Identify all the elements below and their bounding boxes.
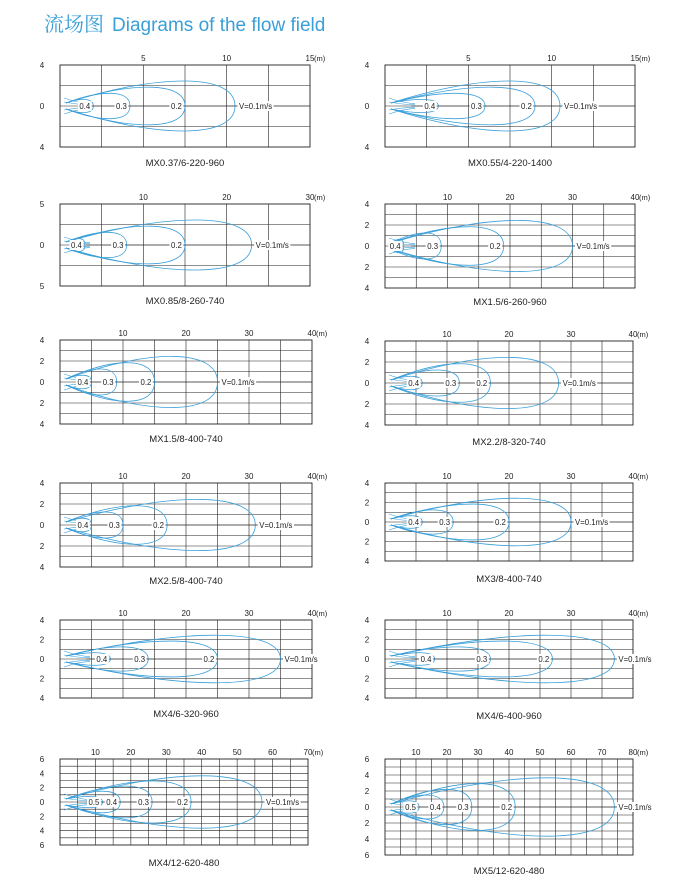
x-tick-label: 20 [505, 193, 515, 202]
velocity-label: V=0.1m/s [265, 798, 300, 807]
x-unit-label: (m) [316, 609, 328, 618]
flow-diagram [40, 609, 328, 720]
flow-diagram [365, 54, 651, 169]
y-tick-label: 6 [39, 755, 45, 764]
x-tick-label: 30 [161, 748, 171, 757]
velocity-label: V=0.1m/s [575, 518, 609, 527]
contour-label: 0.2 [177, 798, 188, 807]
y-tick-label: 4 [364, 284, 370, 293]
y-tick-label: 4 [364, 557, 370, 566]
x-tick-label: 15 [305, 54, 315, 63]
contour-label: 0.2 [153, 521, 164, 530]
y-tick-label: 2 [39, 542, 45, 551]
velocity-label: V=0.1m/s [562, 379, 596, 388]
contour-label: 0.4 [420, 655, 432, 664]
x-tick-label: 30 [305, 193, 315, 202]
contour-label: 0.2 [203, 655, 215, 664]
diagram-caption: MX5/12-620-480 [473, 866, 545, 877]
contour-label: 0.4 [96, 655, 108, 664]
y-tick-label: 2 [39, 500, 45, 509]
y-tick-label: 4 [39, 143, 45, 152]
diagram-caption: MX2.2/8-320-740 [472, 437, 546, 448]
x-unit-label: (m) [312, 748, 324, 757]
x-tick-label: 5 [466, 54, 471, 63]
velocity-label: V=0.1m/s [618, 655, 652, 664]
contour-label: 0.3 [457, 803, 469, 812]
x-tick-label: 40 [307, 472, 317, 481]
y-tick-label: 2 [364, 635, 370, 645]
x-tick-label: 10 [118, 329, 128, 338]
y-tick-label: 2 [39, 635, 45, 645]
y-tick-label: 0 [39, 241, 45, 250]
x-tick-label: 30 [566, 609, 576, 618]
x-tick-label: 30 [244, 609, 254, 618]
y-tick-label: 4 [39, 336, 45, 345]
velocity-label: V=0.1m/s [284, 655, 318, 664]
x-tick-label: 20 [504, 472, 514, 481]
contour-label: 0.2 [171, 102, 182, 111]
y-tick-label: 0 [364, 379, 370, 388]
contour-label: 0.4 [71, 241, 82, 250]
x-tick-label: 10 [138, 193, 148, 202]
contour-label: 0.2 [140, 378, 152, 387]
x-unit-label: (m) [639, 54, 651, 63]
velocity-label: V=0.1m/s [618, 803, 652, 812]
x-tick-label: 20 [504, 330, 514, 339]
contour-label: 0.3 [471, 102, 482, 111]
flow-diagram [365, 472, 649, 585]
contour-label: 0.3 [476, 655, 488, 664]
contour-label: 0.2 [489, 242, 501, 251]
y-tick-label: 4 [364, 61, 370, 70]
flow-diagram [365, 748, 653, 877]
contour-label: 0.5 [88, 798, 100, 807]
x-tick-label: 60 [268, 748, 278, 757]
x-unit-label: (m) [637, 472, 649, 481]
y-tick-label: 2 [39, 357, 45, 366]
flow-diagram [40, 329, 328, 445]
contour-label: 0.2 [521, 102, 532, 111]
contour-label: 0.4 [408, 518, 420, 527]
x-tick-label: 70 [597, 748, 607, 757]
y-tick-label: 2 [364, 400, 370, 409]
flow-diagram [40, 472, 328, 587]
contour-label: 0.4 [79, 102, 91, 111]
x-tick-label: 30 [244, 329, 254, 338]
x-tick-label: 20 [181, 609, 191, 618]
x-tick-label: 20 [222, 193, 232, 202]
diagram-caption: MX0.55/4-220-1400 [468, 158, 552, 169]
velocity-label: V=0.1m/s [576, 242, 610, 251]
y-tick-label: 6 [364, 755, 370, 764]
contour-label: 0.2 [171, 241, 182, 250]
y-tick-label: 4 [39, 826, 45, 836]
x-unit-label: (m) [637, 330, 649, 339]
y-tick-label: 0 [39, 798, 45, 807]
x-tick-label: 40 [504, 748, 514, 757]
contour-label: 0.3 [112, 241, 124, 250]
x-unit-label: (m) [316, 472, 328, 481]
y-tick-label: 4 [364, 421, 370, 430]
x-tick-label: 10 [443, 193, 452, 202]
diagram-caption: MX0.37/6-220-960 [145, 158, 225, 169]
contour-label: 0.3 [116, 102, 127, 111]
x-tick-label: 20 [181, 472, 191, 481]
x-tick-label: 40 [628, 330, 638, 339]
velocity-label: V=0.1m/s [259, 521, 293, 530]
contour-label: 0.3 [427, 242, 439, 251]
x-tick-label: 30 [473, 748, 483, 757]
contour-label: 0.2 [476, 379, 488, 388]
x-tick-label: 80 [628, 748, 638, 757]
x-tick-label: 10 [547, 54, 557, 63]
y-tick-label: 4 [364, 200, 370, 209]
contour-label: 0.4 [389, 242, 401, 251]
y-tick-label: 4 [39, 616, 45, 625]
x-tick-label: 10 [118, 609, 128, 618]
y-tick-label: 0 [364, 242, 370, 251]
y-tick-label: 4 [39, 479, 45, 488]
flow-diagram [40, 748, 324, 869]
x-unit-label: (m) [314, 193, 326, 202]
contour-label: 0.3 [109, 521, 120, 530]
x-tick-label: 15 [630, 54, 640, 63]
contour-label: 0.3 [138, 798, 149, 807]
x-tick-label: 40 [307, 609, 317, 618]
y-tick-label: 2 [364, 674, 370, 684]
page-title-cn: 流场图 [44, 12, 104, 36]
y-tick-label: 0 [364, 518, 370, 527]
y-tick-label: 0 [39, 378, 45, 387]
flow-diagram [40, 54, 326, 169]
y-tick-label: 6 [364, 851, 370, 860]
x-unit-label: (m) [316, 329, 328, 338]
velocity-label: V=0.1m/s [564, 102, 598, 111]
x-tick-label: 20 [126, 748, 136, 757]
y-tick-label: 4 [364, 616, 370, 625]
diagram-caption: MX1.5/8-400-740 [149, 434, 223, 445]
y-tick-label: 2 [364, 263, 370, 272]
y-tick-label: 2 [364, 358, 370, 367]
diagram-caption: MX1.5/6-260-960 [473, 297, 547, 308]
contour-label: 0.3 [445, 379, 457, 388]
contour-label: 0.3 [439, 518, 451, 527]
flow-diagram [40, 193, 326, 307]
y-tick-label: 4 [364, 143, 370, 152]
diagram-caption: MX0.85/8-260-740 [145, 296, 225, 307]
x-unit-label: (m) [639, 193, 651, 202]
contour-label: 0.3 [102, 378, 114, 387]
x-unit-label: (m) [314, 54, 326, 63]
contour-label: 0.5 [405, 803, 416, 812]
contour-label: 0.4 [408, 379, 420, 388]
y-tick-label: 0 [364, 102, 370, 111]
x-tick-label: 50 [535, 748, 545, 757]
x-tick-label: 50 [232, 748, 242, 757]
y-tick-label: 6 [39, 841, 45, 850]
x-tick-label: 30 [568, 193, 577, 202]
velocity-label: V=0.1m/s [255, 241, 289, 250]
x-tick-label: 40 [628, 609, 638, 618]
x-unit-label: (m) [637, 748, 649, 757]
x-tick-label: 40 [307, 329, 317, 338]
diagram-caption: MX3/8-400-740 [476, 574, 542, 585]
x-unit-label: (m) [637, 609, 649, 618]
diagram-caption: MX4/6-320-960 [153, 709, 219, 720]
x-tick-label: 10 [118, 472, 128, 481]
y-tick-label: 2 [364, 819, 370, 828]
y-tick-label: 2 [364, 787, 370, 796]
y-tick-label: 4 [39, 769, 45, 779]
contour-label: 0.3 [134, 655, 146, 664]
x-tick-label: 10 [442, 472, 452, 481]
diagram-caption: MX2.5/8-400-740 [149, 576, 223, 587]
x-tick-label: 5 [141, 54, 146, 63]
y-tick-label: 4 [39, 420, 45, 429]
contour-label: 0.4 [77, 521, 89, 530]
y-tick-label: 4 [364, 835, 370, 844]
x-tick-label: 40 [630, 193, 640, 202]
y-tick-label: 4 [364, 337, 370, 346]
y-tick-label: 2 [39, 812, 45, 822]
y-tick-label: 0 [39, 655, 45, 664]
x-tick-label: 40 [628, 472, 638, 481]
contour-label: 0.2 [538, 655, 550, 664]
contour-label: 0.2 [495, 518, 506, 527]
y-tick-label: 0 [39, 521, 45, 530]
flow-diagram [365, 330, 649, 448]
y-tick-label: 5 [39, 200, 45, 209]
x-tick-label: 20 [442, 748, 452, 757]
y-tick-label: 0 [364, 803, 370, 812]
contour-label: 0.4 [429, 803, 441, 812]
page-title-en: Diagrams of the flow field [112, 15, 326, 36]
y-tick-label: 4 [39, 694, 45, 703]
contour-label: 0.4 [106, 798, 118, 807]
y-tick-label: 2 [39, 674, 45, 684]
y-tick-label: 4 [39, 61, 45, 70]
x-tick-label: 20 [181, 329, 191, 338]
y-tick-label: 0 [39, 102, 45, 111]
flow-diagram [365, 193, 651, 308]
x-tick-label: 70 [303, 748, 313, 757]
x-tick-label: 20 [504, 609, 514, 618]
y-tick-label: 4 [364, 479, 370, 488]
contour-label: 0.4 [424, 102, 436, 111]
diagram-caption: MX4/12-620-480 [148, 858, 220, 869]
y-tick-label: 2 [39, 783, 45, 793]
x-tick-label: 10 [442, 330, 452, 339]
flow-diagram [365, 609, 653, 722]
contour-label: 0.4 [77, 378, 89, 387]
y-tick-label: 4 [364, 771, 370, 780]
y-tick-label: 2 [364, 221, 370, 230]
y-tick-label: 2 [39, 399, 45, 408]
y-tick-label: 0 [364, 655, 370, 664]
x-tick-label: 60 [566, 748, 576, 757]
y-tick-label: 5 [39, 282, 45, 291]
diagram-caption: MX4/6-400-960 [476, 711, 542, 722]
y-tick-label: 4 [364, 694, 370, 703]
contour-label: 0.2 [501, 803, 513, 812]
y-tick-label: 2 [364, 498, 370, 508]
x-tick-label: 30 [244, 472, 254, 481]
velocity-label: V=0.1m/s [221, 378, 255, 387]
x-tick-label: 10 [411, 748, 421, 757]
x-tick-label: 30 [566, 330, 576, 339]
x-tick-label: 10 [90, 748, 100, 757]
x-tick-label: 10 [442, 609, 452, 618]
x-tick-label: 10 [222, 54, 232, 63]
velocity-label: V=0.1m/s [239, 102, 273, 111]
x-tick-label: 40 [197, 748, 207, 757]
y-tick-label: 4 [39, 563, 45, 572]
y-tick-label: 2 [364, 537, 370, 547]
x-tick-label: 30 [566, 472, 576, 481]
